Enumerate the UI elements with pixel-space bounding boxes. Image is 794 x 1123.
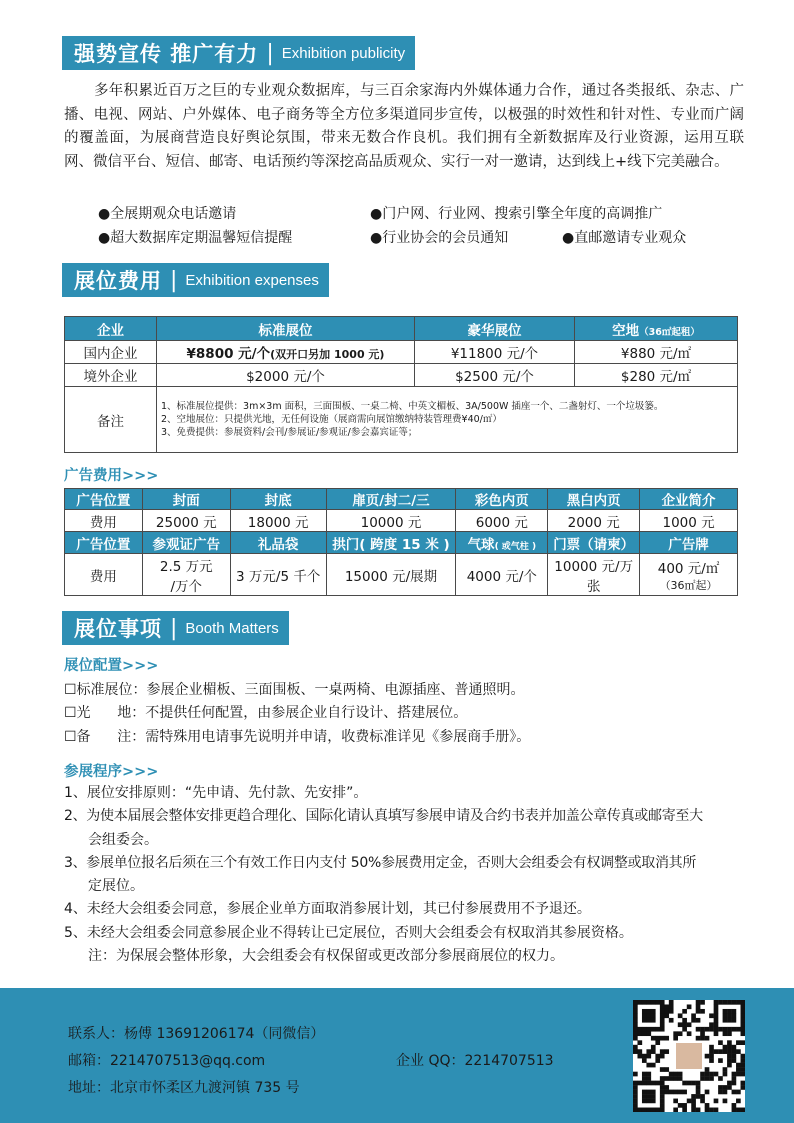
booth-fee-table [64, 316, 738, 453]
procedure-item-cont: 会组委会。 [88, 831, 158, 848]
procedure-item: 4、未经大会组委会同意，参展企业单方面取消参展计划，其已付参展费用不予退还。 [64, 901, 591, 918]
cell-space-overseas: $280 元/㎡ [575, 364, 738, 387]
section-title-cn: 强势宣传 推广有力 [74, 42, 259, 66]
ad-header: 封面 [142, 489, 230, 510]
contact-person: 联系人：杨傅 13691206174（同微信） [68, 1026, 325, 1042]
booth-config-list [64, 679, 754, 749]
ad-price: 2.5 万元 /万个 [142, 554, 230, 596]
bullet-item: ●门户网、行业网、搜索引擎全年度的高调推广 [370, 206, 663, 222]
procedure-note: 注：为保展会整体形象，大会组委会有权保留或更改部分参展商展位的权力。 [88, 948, 564, 965]
section-title-cn: 展位事项 [74, 617, 162, 641]
row-label: 国内企业 [65, 341, 157, 364]
section-title-en: Exhibition expenses [185, 271, 319, 289]
contact-address: 地址：北京市怀柔区九渡河镇 735 号 [68, 1080, 300, 1096]
ad-price: 18000 元 [230, 510, 326, 532]
bullet-item: ●行业协会的会员通知 [370, 230, 509, 246]
ad-header: 封底 [230, 489, 326, 510]
header-standard: 标准展位 [157, 317, 415, 341]
ads-title: 广告费用>>> [64, 468, 159, 484]
cell-standard-overseas: $2000 元/个 [157, 364, 415, 387]
row-label: 境外企业 [65, 364, 157, 387]
ad-header: 企业简介 [640, 489, 738, 510]
section-banner-expenses: 展位费用 | Exhibition expenses [62, 263, 329, 297]
ad-price: 1000 元 [640, 510, 738, 532]
config-item: ☐光 地：不提供任何配置，由参展企业自行设计、搭建展位。 [64, 705, 468, 722]
ad-header: 广告位置 [65, 489, 143, 510]
cell-space-domestic: ¥880 元/㎡ [575, 341, 738, 364]
ad-price: 15000 元/展期 [326, 554, 456, 596]
contact-email: 邮箱：2214707513@qq.com [68, 1053, 266, 1069]
ad-header: 气球( 或气柱 ) [456, 532, 548, 554]
ad-header: 扉页/封二/三 [326, 489, 456, 510]
procedure-item: 3、参展单位报名后须在三个有效工作日内支付 50%参展费用定金，否则大会组委会有权调整或取消其所 [64, 854, 697, 871]
ad-price: 25000 元 [142, 510, 230, 532]
header-company: 企业 [65, 317, 157, 341]
cell-standard-domestic: ¥8800 元/个(双开口另加 1000 元) [157, 341, 415, 364]
header-luxury: 豪华展位 [415, 317, 575, 341]
config-item: ☐备 注：需特殊用电请事先说明并申请，收费标准详见《参展商手册》。 [64, 728, 531, 745]
section-title-cn: 展位费用 [74, 269, 162, 293]
procedure-item-cont: 定展位。 [88, 878, 144, 895]
ad-header: 彩色内页 [456, 489, 548, 510]
section-title-en: Exhibition publicity [281, 44, 406, 62]
ad-price: 3 万元/5 千个 [230, 554, 326, 596]
publicity-paragraph: 多年积累近百万之巨的专业观众数据库，与三百余家海内外媒体通力合作，通过各类报纸、杂志、广播、电视、网站、户外媒体、电子商务等全方位多渠道同步宣传，以极强的时效性和针对性、专业而广阔的覆盖面，为展商营造良好舆论氛围，带来无数合作良机。我们拥有全新数据库及行业资源，运用互联网、微信平台、短信、邮寄、电话预约等深挖高品质观众、实行一对一邀请，达到线上+线下完美融合。 [64, 83, 744, 170]
procedure-list [64, 782, 754, 968]
bullet-item: ●超大数据库定期温馨短信提醒 [98, 230, 293, 246]
header-space: 空地（36㎡起租） [575, 317, 738, 341]
cell-luxury-domestic: ¥11800 元/个 [415, 341, 575, 364]
section-title-en: Booth Matters [185, 619, 279, 637]
bullet-item: ●全展期观众电话邀请 [98, 206, 237, 222]
ad-price: 4000 元/个 [456, 554, 548, 596]
qr-code-icon [633, 1000, 745, 1112]
ad-price: 2000 元 [548, 510, 640, 532]
row-label-remark: 备注 [65, 387, 157, 453]
remark-notes: 1、标准展位提供：3m×3m 面积，三面围板、一桌二椅、中英文楣板、3A/500W 插座一个、二盏射灯、一个垃圾篓。 2、空地展位：只提供光地，无任何设施（展商需向展馆缴纳特装管理费¥40/㎡） 3、免费提供：参展资料/会刊/参展证/参观证/参会嘉宾证等； [157, 387, 738, 453]
procedure-title: 参展程序>>> [64, 764, 159, 780]
ad-header: 广告位置 [65, 532, 143, 554]
ad-header: 参观证广告 [142, 532, 230, 554]
row-label: 费用 [65, 554, 143, 596]
section-banner-publicity: 强势宣传 推广有力 | Exhibition publicity [62, 36, 415, 70]
bullet-item: ●直邮邀请专业观众 [562, 230, 687, 246]
ad-price: 6000 元 [456, 510, 548, 532]
row-label: 费用 [65, 510, 143, 532]
cell-luxury-overseas: $2500 元/个 [415, 364, 575, 387]
ad-header: 广告牌 [640, 532, 738, 554]
procedure-item: 5、未经大会组委会同意参展企业不得转让已定展位，否则大会组委会有权取消其参展资格。 [64, 924, 633, 941]
booth-config-title: 展位配置>>> [64, 658, 159, 674]
publicity-bullets [98, 201, 748, 249]
procedure-item: 2、为使本届展会整体安排更趋合理化、国际化请认真填写参展申请及合约书表并加盖公章传真或邮寄至大 [64, 808, 703, 825]
config-item: ☐标准展位：参展企业楣板、三面围板、一桌两椅、电源插座、普通照明。 [64, 682, 525, 698]
ad-price: 400 元/㎡ （36㎡起） [640, 554, 738, 596]
ad-price: 10000 元/万张 [548, 554, 640, 596]
ad-header: 门票（请柬） [548, 532, 640, 554]
section-banner-booth-matters: 展位事项 | Booth Matters [62, 611, 289, 645]
ad-fee-table [64, 488, 738, 596]
contact-qq: 企业 QQ：2214707513 [396, 1053, 554, 1069]
ad-header: 礼品袋 [230, 532, 326, 554]
ad-price: 10000 元 [326, 510, 456, 532]
procedure-item: 1、展位安排原则：“先申请、先付款、先安排”。 [64, 785, 368, 801]
ad-header: 黑白内页 [548, 489, 640, 510]
ad-header: 拱门( 跨度 15 米 ) [326, 532, 456, 554]
